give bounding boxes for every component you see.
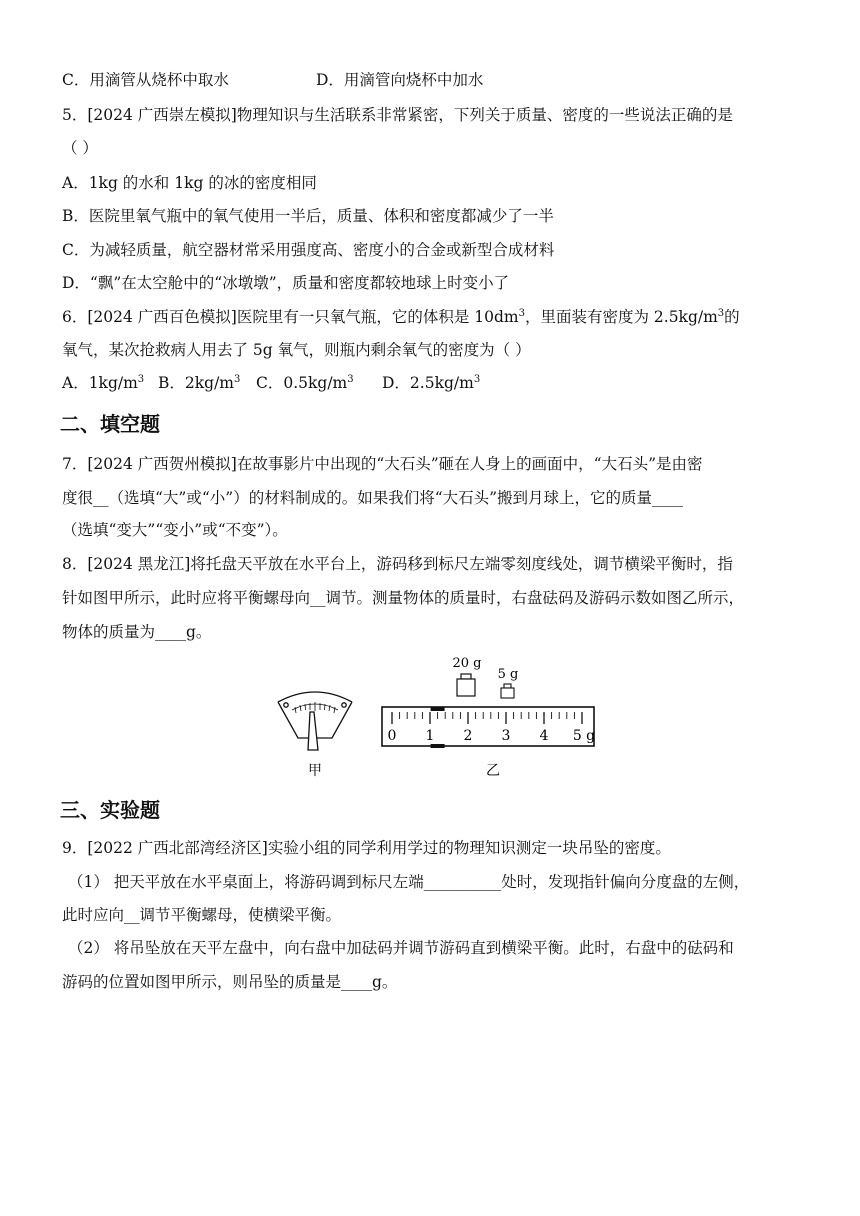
q6-stem: 6．[2024 广西百色模拟]医院里有一只氧气瓶，它的体积是 $10dm^3$，里面装有密度为 $2.5kg/m^3$的: [62, 308, 740, 326]
q8-line1: 8．[2024 黑龙江]将托盘天平放在水平台上，游码移到标尺左端零刻度线处，调节横梁平衡时，指: [62, 555, 733, 573]
q5-option-d: D．“飘”在太空舱中的“冰墩墩”，质量和密度都较地球上时变小了: [62, 274, 510, 292]
scale-label: 0: [387, 728, 397, 744]
q6-stem-line2: 氧气，某次抢救病人用去了 5g 氧气，则瓶内剩余氧气的密度为（ ）: [62, 341, 531, 359]
figure-label-jia: 甲: [308, 763, 322, 779]
q5-option-c: C．为减轻质量，航空器材常采用强度高、密度小的合金或新型合成材料: [62, 241, 555, 259]
q5-option-b: B．医院里氧气瓶中的氧气使用一半后，质量、体积和密度都减少了一半: [62, 207, 554, 225]
q9-part2-line2: 游码的位置如图甲所示，则吊坠的质量是____g。: [62, 973, 398, 991]
q6-option-c: C．$0.5kg/m^3$: [256, 374, 354, 392]
q5-option-a: A．1kg 的水和 1kg 的冰的密度相同: [62, 174, 317, 192]
q7-line1: 7．[2024 广西贺州模拟]在故事影片中出现的“大石头”砸在人身上的画面中，“大石头”是由密: [62, 455, 703, 473]
figure-label-yi: 乙: [486, 763, 500, 779]
scale-label: 3: [501, 728, 511, 744]
section-heading-experiment: 三、实验题: [60, 798, 160, 822]
q7-line2: 度很__（选填“大”或“小”）的材料制成的。如果我们将“大石头”搬到月球上，它的质量____: [62, 489, 684, 507]
q6-option-d: D．$2.5kg/m^3$: [382, 374, 481, 392]
weight-20g: [453, 656, 482, 696]
q5-answer-bracket: （ ）: [62, 139, 98, 157]
rider-scale: [382, 707, 595, 748]
scale-label: 2: [463, 728, 473, 744]
weight-5g: [498, 667, 519, 698]
q9-part2-line1: （2） 将吊坠放在天平左盘中，向右盘中加砝码并调节游码直到横梁平衡。此时，右盘中的砝码和: [68, 939, 734, 957]
section-heading-fill-in: 二、填空题: [60, 412, 160, 436]
q4-option-d: D．用滴管向烧杯中加水: [316, 71, 484, 89]
q5-stem: 5．[2024 广西崇左模拟]物理知识与生活联系非常紧密，下列关于质量、密度的一些说法正确的是: [62, 106, 733, 124]
q4-options: [62, 70, 483, 90]
q4-option-c: C．用滴管从烧杯中取水: [62, 71, 229, 89]
balance-figure-drawing: [270, 650, 610, 780]
q9-part1-line1: （1） 把天平放在水平桌面上，将游码调到标尺左端__________处时，发现指针偏向分度盘的左侧，: [68, 873, 750, 891]
q6-option-b: B．$2kg/m^3$: [158, 374, 241, 392]
q6-options: [62, 373, 480, 393]
q7-line3: （选填“变大”“变小”或“不变”）。: [62, 521, 288, 539]
q9-stem: 9．[2022 广西北部湾经济区]实验小组的同学利用学过的物理知识测定一块吊坠的密度。: [62, 839, 671, 857]
q8-line2: 针如图甲所示，此时应将平衡螺母向__调节。测量物体的质量时，右盘砝码及游码示数如图乙所示，: [62, 589, 745, 607]
svg-text:5 g: 5 g: [497, 667, 519, 682]
scale-label: 1: [425, 728, 435, 744]
q6-option-a: A．$1kg/m^3$: [62, 374, 145, 392]
rider-bottom: [431, 744, 445, 748]
scale-label: 5 g: [572, 728, 596, 744]
q8-line3: 物体的质量为____g。: [62, 623, 212, 641]
pointer-dial: [278, 692, 352, 750]
svg-text:20 g: 20 g: [452, 656, 482, 671]
scale-label: 4: [539, 728, 549, 744]
q9-part1-line2: 此时应向__调节平衡螺母，使横梁平衡。: [62, 906, 342, 924]
balance-figure: [270, 650, 610, 780]
rider-top: [431, 707, 445, 711]
